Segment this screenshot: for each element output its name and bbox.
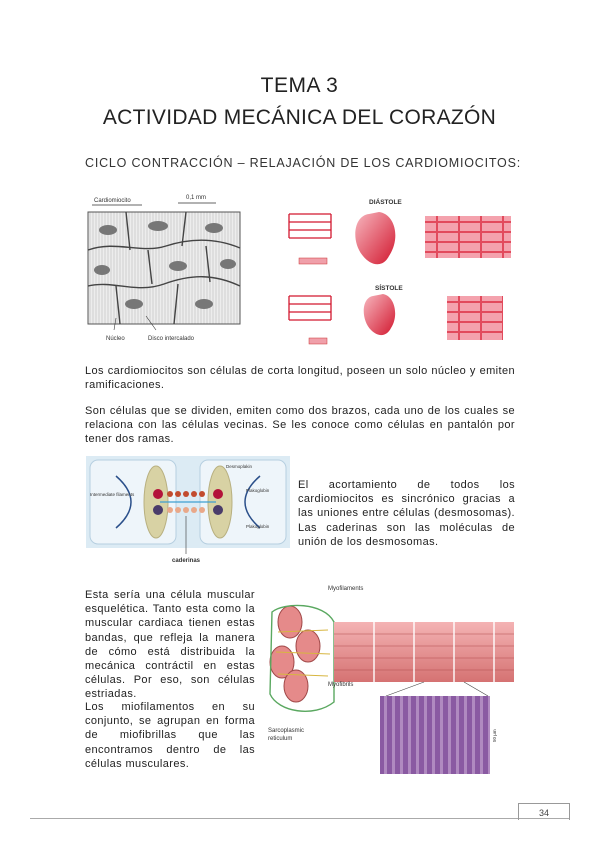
label-caderinas: caderinas <box>172 558 201 564</box>
page-subtitle: ACTIVIDAD MECÁNICA DEL CORAZÓN <box>102 106 497 129</box>
paragraph-division: Son células que se dividen, emiten como dos brazos, cada uno de los cuales se relaciona con las células vecinas. Se les conoce como células en pantalón por tener dos ramas. <box>85 405 515 446</box>
label-scale: 0,1 mm <box>186 195 207 201</box>
label-scale-bar: 50 μm <box>492 729 497 742</box>
label-nucleo: Núcleo <box>106 336 125 342</box>
cardiomyocyte-figure <box>86 190 244 350</box>
page-title: TEMA 3 <box>260 74 339 97</box>
label-reticulum: reticulum <box>268 736 293 742</box>
paragraph-cardiomyocytes: Los cardiomiocitos son células de corta longitud, poseen un solo núcleo y emiten ramificaciones. <box>85 365 515 392</box>
paragraph-desmosomes: El acortamiento de todos los cardiomiocitos es sincrónico gracias a las uniones entre células (desmosomas). Las caderinas son las moléculas de unión de los desmosomas. <box>298 479 515 548</box>
label-intermediate-filaments: Intermediate filaments <box>90 492 135 497</box>
label-plakoglobin-2: Plakoglobin <box>246 524 270 529</box>
label-sistole: SÍSTOLE <box>375 285 403 292</box>
label-myofibrils: Myofibrils <box>328 682 354 688</box>
label-disco: Disco intercalado <box>148 336 195 342</box>
section-heading: CICLO CONTRACCIÓN – RELAJACIÓN DE LOS CARDIOMIOCITOS: <box>85 156 521 170</box>
label-myofilaments: Myofilaments <box>328 586 364 592</box>
label-desmoplakin: Desmoplakin <box>226 464 253 469</box>
diastole-systole-figure <box>283 192 515 350</box>
label-sarcoplasmic: Sarcoplasmic <box>268 728 305 734</box>
page-number: 34 <box>518 803 570 820</box>
desmosome-figure <box>86 456 290 568</box>
label-plakoglobin-1: Plakoglobin <box>246 488 270 493</box>
label-cardiomiocito: Cardiomiocito <box>94 198 131 204</box>
muscle-fiber-figure <box>264 582 516 776</box>
footer-line <box>30 818 569 819</box>
paragraph-myofilaments: Los miofilamentos en su conjunto, se agrupan en forma de miofibrillas que las encontramos dentro de las células musculares. <box>85 701 255 770</box>
paragraph-skeletal-muscle: Esta sería una célula muscular esquelética. Tanto esta como la muscular cardiaca tienen estas bandas, que refleja la manera de cómo está distribuida la mecánica contráctil en estas células. Por eso, son células estriadas. <box>85 589 255 701</box>
label-diastole: DIÁSTOLE <box>369 199 402 206</box>
